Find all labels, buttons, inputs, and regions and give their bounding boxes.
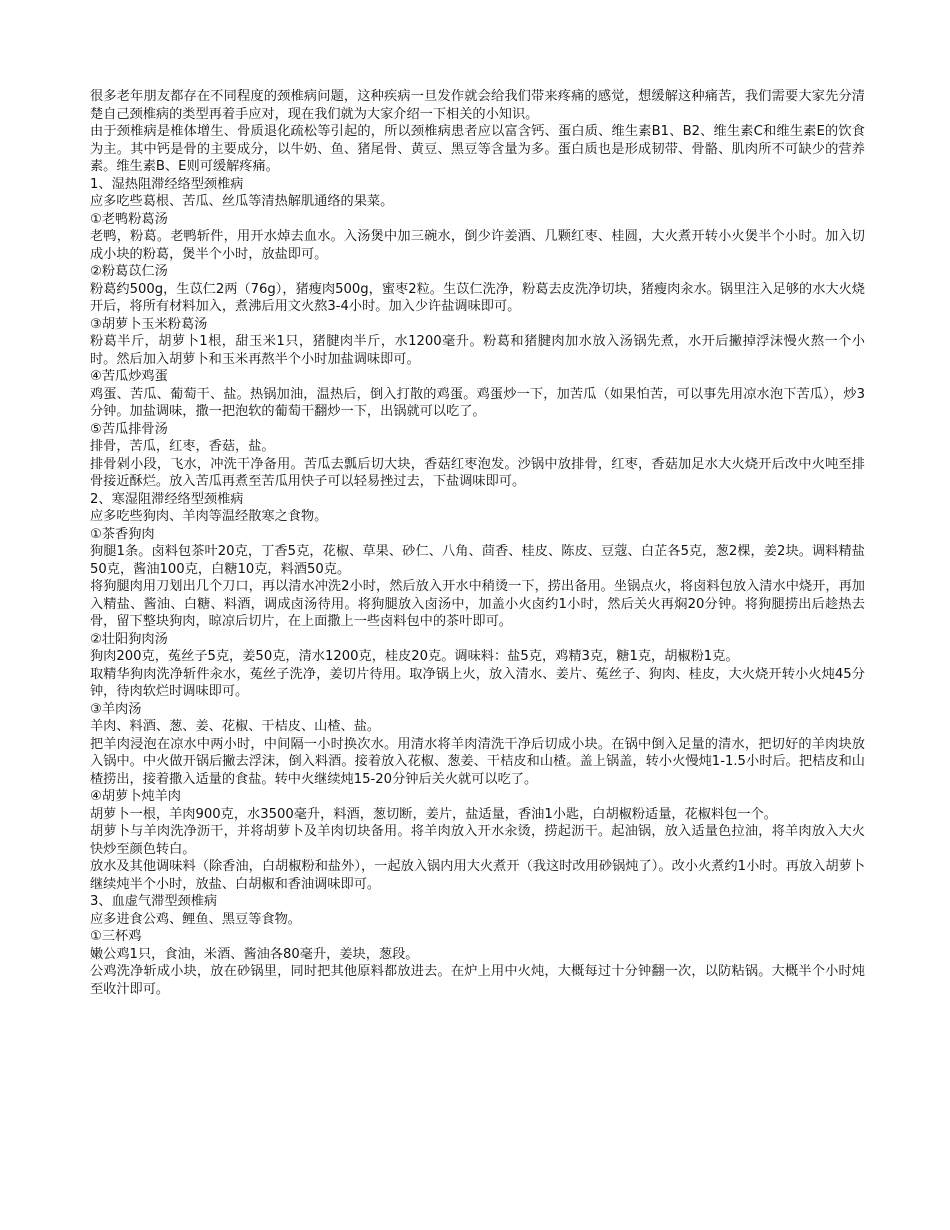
recipe-title: ④胡萝卜炖羊肉 [90, 789, 181, 804]
recipe-title: ②壮阳狗肉汤 [90, 631, 168, 647]
document-body [90, 88, 865, 998]
recipe-title: ②粉葛苡仁汤 [90, 264, 168, 279]
recipe-text: 取精华狗肉洗净斩件汆水，菟丝子洗净，姜切片待用。取净锅上火，放入清水、姜片、菟丝子、狗肉、桂皮，大火烧开转小火炖45分钟，待肉软烂时调味即可。 [90, 666, 865, 699]
recipe-text: 放水及其他调味料（除香油，白胡椒粉和盐外），一起放入锅内用大火煮开（我这时改用砂锅炖了）。改小火煮约1小时。再放入胡萝卜继续炖半个小时，放盐、白胡椒和香油调味即可。 [90, 859, 865, 892]
recipe-ingredients: 狗肉200克，菟丝子5克，姜50克，清水1200克，桂皮20克。调味料：盐5克，鸡精3克，糖1克，胡椒粉1克。 [90, 649, 739, 664]
intro-paragraph: 很多老年朋友都存在不同程度的颈椎病问题，这种疾病一旦发作就会给我们带来疼痛的感觉，想缓解这种痛苦，我们需要大家先分清楚自己颈椎病的类型再着手应对，现在我们就为大家介绍一下相关的小知识。 [90, 89, 865, 122]
recipe-ingredients: 胡萝卜一根，羊肉900克，水3500毫升，料酒，葱切断，姜片，盐适量，香油1小匙，白胡椒粉适量，花椒料包一个。 [90, 806, 777, 822]
recipe-text: 粉葛半斤，胡萝卜1根，甜玉米1只，猪腱肉半斤，水1200毫升。粉葛和猪腱肉加水放入汤锅先煮，水开后撇掉浮沫慢火熬一个小时。然后加入胡萝卜和玉米再熬半个小时加盐调味即可。 [90, 334, 865, 367]
section-summary-3: 应多进食公鸡、鲤鱼、黑豆等食物。 [90, 911, 301, 927]
recipe-title: ①老鸭粉葛汤 [90, 211, 168, 227]
nutrition-paragraph: 由于颈椎病是椎体增生、骨质退化疏松等引起的，所以颈椎病患者应以富含钙、蛋白质、维生素B1、B2、维生素C和维生素E的饮食为主。其中钙是骨的主要成分，以牛奶、鱼、猪尾骨、黄豆、黑豆等含量为多。蛋白质也是形成韧带、骨骼、肌肉所不可缺少的营养素。维生素B、E则可缓解疼痛。 [90, 124, 865, 174]
section-heading-3: 3、血虚气滞型颈椎病 [90, 894, 218, 909]
recipe-text: 胡萝卜与羊肉洗净沥干，并将胡萝卜及羊肉切块备用。将羊肉放入开水汆烫，捞起沥干。起油锅，放入适量色拉油，将羊肉放入大火快炒至颜色转白。 [90, 824, 865, 857]
recipe-text: 老鸭，粉葛。老鸭斩件，用开水焯去血水。入汤煲中加三碗水，倒少许姜酒、几颗红枣、桂圆，大火煮开转小火煲半个小时。加入切成小块的粉葛，煲半个小时，放盐即可。 [90, 229, 865, 262]
recipe-text: 粉葛约500g，生苡仁2两（76g），猪瘦肉500g，蜜枣2粒。生苡仁洗净，粉葛去皮洗净切块，猪瘦肉汆水。锅里注入足够的水大火烧开后，将所有材料加入，煮沸后用文火熬3-4小时。加入少许盐调味即可。 [90, 281, 865, 314]
recipe-title: ⑤苦瓜排骨汤 [90, 421, 168, 437]
recipe-title: ①三杯鸡 [90, 929, 142, 944]
recipe-text: 将狗腿肉用刀划出几个刀口，再以清水冲洗2小时，然后放入开水中稍烫一下，捞出备用。坐锅点火，将卤料包放入清水中烧开，再加入精盐、酱油、白糖、料酒，调成卤汤待用。将狗腿放入卤汤中，加盖小火卤约1小时，然后关火再焖20分钟。将狗腿捞出后趁热去骨，留下整块狗肉，晾凉后切片，在上面撒上一些卤料包中的茶叶即可。 [90, 579, 865, 629]
section-heading-1: 1、湿热阻滞经络型颈椎病 [90, 176, 244, 192]
recipe-title: ③羊肉汤 [90, 701, 142, 717]
recipe-text: 把羊肉浸泡在凉水中两小时，中间隔一小时换次水。用清水将羊肉清洗干净后切成小块。在锅中倒入足量的清水，把切好的羊肉块放入锅中。中火做开锅后撇去浮沫，倒入料酒。接着放入花椒、葱姜、干桔皮和山楂。盖上锅盖，转小火慢炖1-1.5小时后。把桔皮和山楂捞出，接着撒入适量的食盐。转中火继续炖15-20分钟后关火就可以吃了。 [90, 736, 865, 787]
recipe-title: ①茶香狗肉 [90, 526, 155, 542]
recipe-ingredients: 排骨，苦瓜，红枣，香菇，盐。 [90, 439, 275, 454]
section-heading-2: 2、寒湿阻滞经络型颈椎病 [90, 491, 244, 507]
recipe-ingredients: 嫩公鸡1只，食油，米酒、酱油各80毫升，姜块，葱段。 [90, 946, 419, 962]
section-summary-2: 应多吃些狗肉、羊肉等温经散寒之食物。 [90, 509, 328, 524]
recipe-ingredients: 狗腿1条。卤料包茶叶20克，丁香5克，花椒、草果、砂仁、八角、茴香、桂皮、陈皮、豆蔻、白芷各5克，葱2棵，姜2块。调料精盐50克，酱油100克，白糖10克，料酒50克。 [90, 544, 865, 577]
recipe-ingredients: 羊肉、料酒、葱、姜、花椒、干桔皮、山楂、盐。 [90, 719, 381, 734]
recipe-title: ④苦瓜炒鸡蛋 [90, 369, 168, 384]
section-summary-1: 应多吃些葛根、苦瓜、丝瓜等清热解肌通络的果菜。 [90, 194, 394, 209]
recipe-text: 鸡蛋、苦瓜、葡萄干、盐。热锅加油，温热后，倒入打散的鸡蛋。鸡蛋炒一下，加苦瓜（如果怕苦，可以事先用凉水泡下苦瓜），炒3分钟。加盐调味，撒一把泡软的葡萄干翻炒一下，出锅就可以吃了。 [90, 386, 865, 419]
recipe-text: 公鸡洗净斩成小块，放在砂锅里，同时把其他原料都放进去。在炉上用中火炖，大概每过十分钟翻一次，以防粘锅。大概半个小时炖至收汁即可。 [90, 964, 865, 997]
recipe-text: 排骨剁小段，飞水，冲洗干净备用。苦瓜去瓢后切大块，香菇红枣泡发。沙锅中放排骨，红枣，香菇加足水大火烧开后改中火吨至排骨接近酥烂。放入苦瓜再煮至苦瓜用快子可以轻易挫过去，下盐调味即可。 [90, 456, 865, 489]
recipe-title: ③胡萝卜玉米粉葛汤 [90, 316, 208, 332]
